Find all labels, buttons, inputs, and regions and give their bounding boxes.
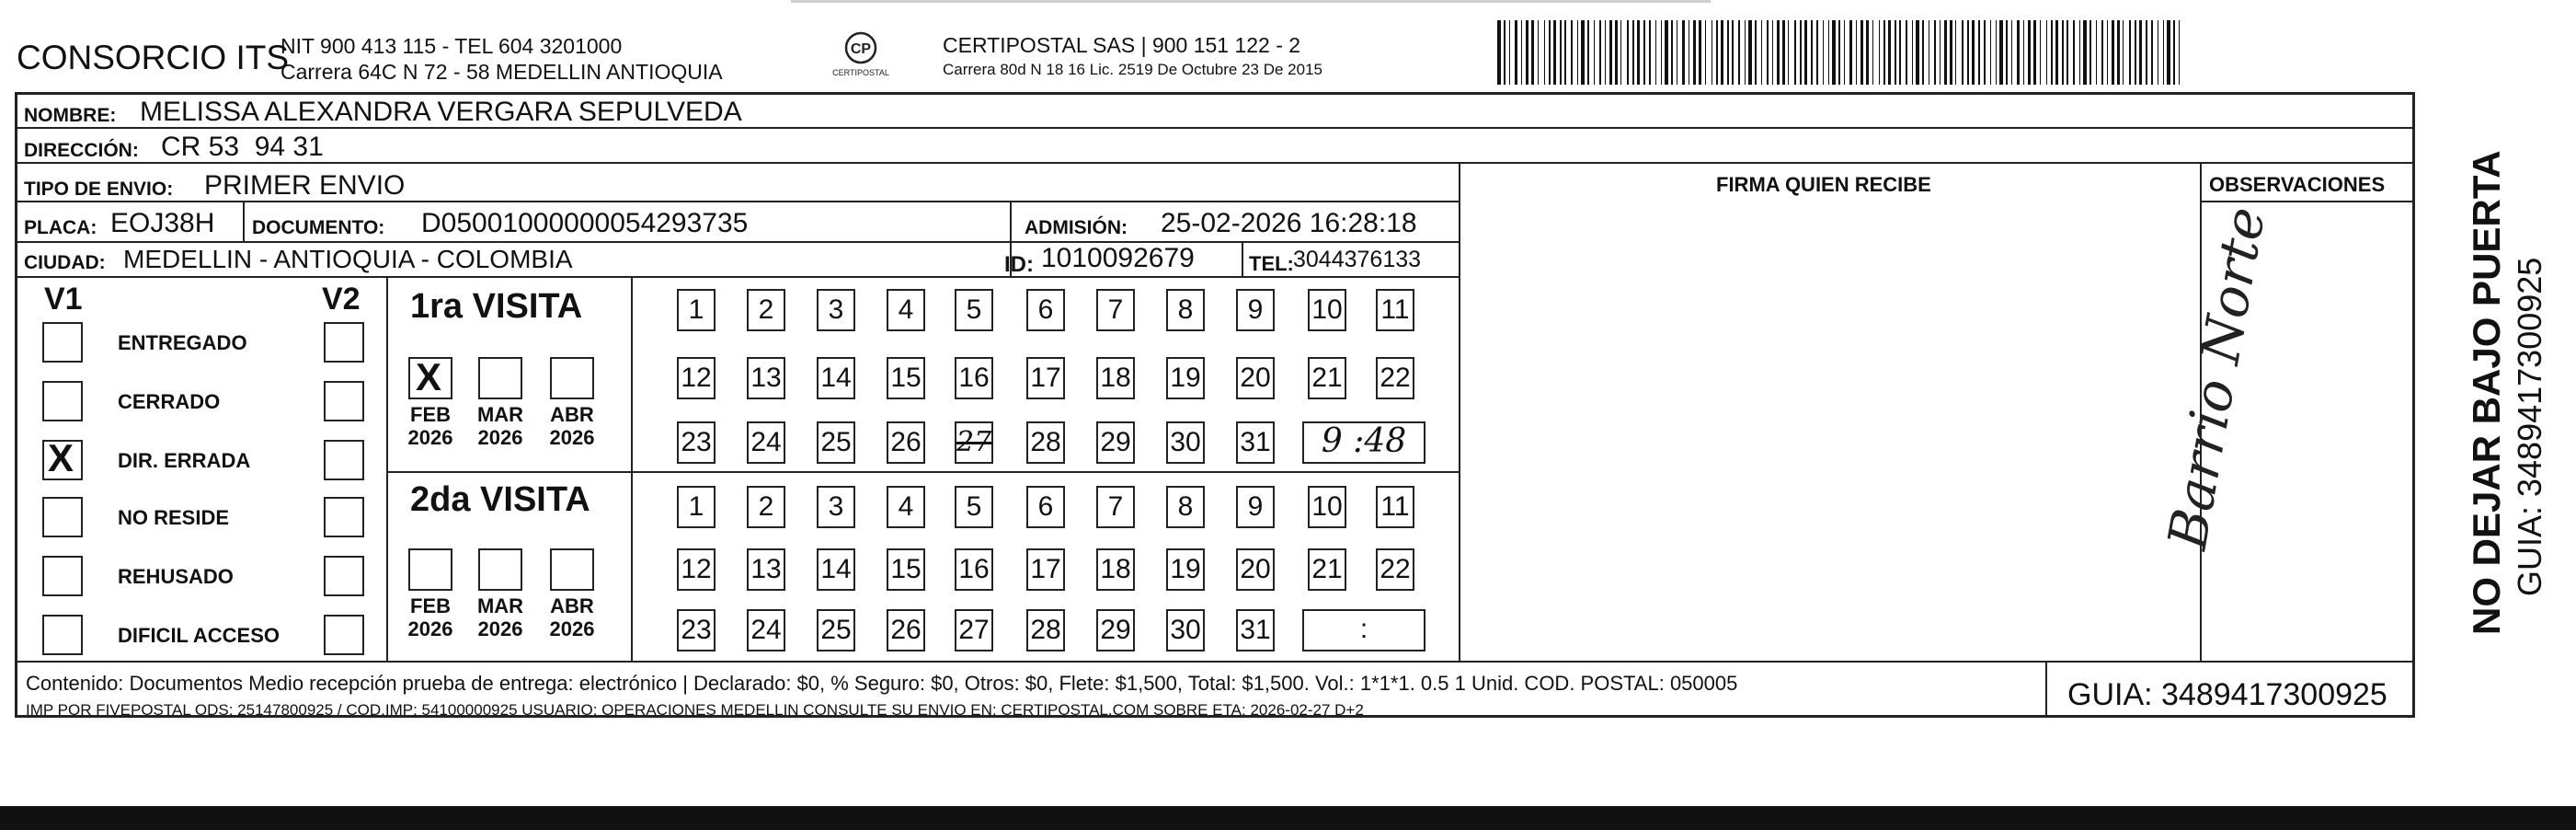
day-box[interactable]: 28 xyxy=(1026,421,1065,464)
month-checkbox[interactable] xyxy=(408,357,452,399)
row-line xyxy=(17,661,2413,663)
documento-value: D05001000000054293735 xyxy=(421,208,749,238)
guia-number: GUIA: 3489417300925 xyxy=(2067,677,2387,712)
day-box[interactable]: 29 xyxy=(1096,609,1135,651)
day-box[interactable]: 22 xyxy=(1376,357,1414,399)
placa-label: PLACA: xyxy=(24,217,97,238)
day-box[interactable]: 30 xyxy=(1166,421,1205,464)
day-box[interactable]: 17 xyxy=(1026,357,1065,399)
side-guia-number: GUIA: 3489417300925 xyxy=(2511,257,2548,596)
month-checkbox[interactable] xyxy=(478,357,522,399)
day-box[interactable]: 8 xyxy=(1166,289,1205,331)
v2-checkbox[interactable] xyxy=(324,381,364,421)
day-box[interactable]: 20 xyxy=(1236,548,1275,591)
day-box[interactable]: 17 xyxy=(1026,548,1065,591)
month-checkbox[interactable] xyxy=(550,548,594,591)
day-box[interactable]: 24 xyxy=(747,609,785,651)
direccion-value: CR 53 94 31 xyxy=(161,132,324,162)
v2-checkbox[interactable] xyxy=(324,497,364,537)
day-box[interactable]: 18 xyxy=(1096,548,1135,591)
month-checkbox[interactable] xyxy=(550,357,594,399)
day-box[interactable]: 11 xyxy=(1376,486,1414,528)
day-box[interactable]: 11 xyxy=(1376,289,1414,331)
day-box[interactable]: 6 xyxy=(1026,289,1065,331)
day-box[interactable]: 12 xyxy=(677,357,716,399)
day-box[interactable]: 3 xyxy=(817,289,855,331)
row-line xyxy=(2200,201,2413,202)
month-label: MAR 2026 xyxy=(476,403,524,449)
day-box[interactable]: 10 xyxy=(1308,289,1346,331)
top-rule xyxy=(791,0,1711,3)
day-box[interactable]: 27 xyxy=(955,421,993,464)
row-line xyxy=(386,471,1459,473)
day-box[interactable]: 13 xyxy=(747,357,785,399)
tel-value: 3044376133 xyxy=(1293,247,1422,272)
day-box[interactable]: 5 xyxy=(955,289,993,331)
day-box[interactable]: 20 xyxy=(1236,357,1275,399)
month-label: FEB 2026 xyxy=(407,594,453,640)
day-box[interactable]: 7 xyxy=(1096,289,1135,331)
day-box[interactable]: 30 xyxy=(1166,609,1205,651)
barcode-image xyxy=(1497,20,2180,85)
id-label: ID: xyxy=(1004,252,1034,277)
nombre-value: MELISSA ALEXANDRA VERGARA SEPULVEDA xyxy=(140,97,742,127)
v1-checkbox[interactable] xyxy=(42,436,83,480)
handwritten-observation: Barrio Norte xyxy=(2156,202,2278,554)
month-label: MAR 2026 xyxy=(476,594,524,640)
check-mark: X xyxy=(48,436,74,479)
day-box[interactable]: 16 xyxy=(955,548,993,591)
direccion-label: DIRECCIÓN: xyxy=(24,140,139,161)
day-box[interactable]: 13 xyxy=(747,548,785,591)
tipo-value: PRIMER ENVIO xyxy=(204,170,406,201)
day-box[interactable]: 21 xyxy=(1308,548,1346,591)
admision-label: ADMISIÓN: xyxy=(1025,217,1128,238)
day-box[interactable]: 16 xyxy=(955,357,993,399)
v2-header: V2 xyxy=(322,282,361,317)
day-box[interactable]: 25 xyxy=(817,421,855,464)
day-box[interactable]: 27 xyxy=(955,609,993,651)
v2-checkbox[interactable] xyxy=(324,556,364,596)
day-box[interactable]: 19 xyxy=(1166,357,1205,399)
v2-checkbox[interactable] xyxy=(324,615,364,655)
ciudad-value: MEDELLIN - ANTIOQUIA - COLOMBIA xyxy=(123,245,573,273)
status-label: NO RESIDE xyxy=(118,506,230,529)
v1-header: V1 xyxy=(44,282,83,317)
col-line xyxy=(386,276,388,661)
status-label: ENTREGADO xyxy=(118,331,247,354)
id-value: 1010092679 xyxy=(1041,243,1195,273)
day-box[interactable]: 14 xyxy=(817,548,855,591)
day-box[interactable]: 15 xyxy=(887,357,925,399)
day-box[interactable]: 4 xyxy=(887,486,925,528)
address-line: Carrera 64C N 72 - 58 MEDELLIN ANTIOQUIA xyxy=(280,60,723,84)
admision-value: 25-02-2026 16:28:18 xyxy=(1161,208,1417,238)
second-visit-title: 2da VISITA xyxy=(410,480,590,519)
day-box[interactable]: 26 xyxy=(887,421,925,464)
day-box[interactable]: 9 xyxy=(1236,289,1275,331)
courier-title: CERTIPOSTAL SAS | 900 151 122 - 2 xyxy=(943,33,1301,57)
day-box[interactable]: 1 xyxy=(677,486,716,528)
status-label: DIFICIL ACCESO xyxy=(118,624,280,647)
day-box[interactable]: 31 xyxy=(1236,609,1275,651)
day-box[interactable]: 29 xyxy=(1096,421,1135,464)
logo-text: CERTIPOSTAL xyxy=(832,68,889,77)
month-label: ABR 2026 xyxy=(549,403,595,449)
day-box[interactable]: 18 xyxy=(1096,357,1135,399)
documento-label: DOCUMENTO: xyxy=(252,217,385,238)
day-box[interactable]: 7 xyxy=(1096,486,1135,528)
v1-checkbox[interactable] xyxy=(42,381,83,421)
no-dejar-bajo-puerta-text: NO DEJAR BAJO PUERTA xyxy=(2465,150,2508,635)
day-box[interactable]: 10 xyxy=(1308,486,1346,528)
col-line xyxy=(631,276,633,661)
day-box[interactable]: 5 xyxy=(955,486,993,528)
day-box[interactable]: 8 xyxy=(1166,486,1205,528)
time-field[interactable]: 9 :48 xyxy=(1302,421,1425,464)
certipostal-logo xyxy=(824,28,898,83)
footer-print-info: IMP POR FIVEPOSTAL ODS: 25147800925 / COD.IMP: 54100000925 USUARIO: OPERACIONES MEDELLIN CONSULTE SU ENVIO EN: CERTIPOSTAL.COM SOBRE ETA: 2026-02-27 D+2 xyxy=(26,701,1364,719)
status-label: CERRADO xyxy=(118,390,221,413)
month-checkbox[interactable] xyxy=(478,548,522,591)
col-line xyxy=(1242,241,1243,276)
day-box[interactable]: 14 xyxy=(817,357,855,399)
day-box[interactable]: 28 xyxy=(1026,609,1065,651)
v1-checkbox[interactable] xyxy=(42,497,83,537)
month-label: ABR 2026 xyxy=(549,594,595,640)
first-visit-title: 1ra VISITA xyxy=(410,287,583,326)
row-line xyxy=(17,276,1459,278)
tel-label: TEL: xyxy=(1249,252,1294,275)
day-box[interactable]: 22 xyxy=(1376,548,1414,591)
day-box[interactable]: 4 xyxy=(887,289,925,331)
v2-checkbox[interactable] xyxy=(324,440,364,480)
col-line xyxy=(2045,661,2047,718)
time-field[interactable]: : xyxy=(1302,609,1425,651)
day-box[interactable]: 1 xyxy=(677,289,716,331)
svg-text:CP: CP xyxy=(850,41,872,57)
day-box[interactable]: 9 xyxy=(1236,486,1275,528)
day-box[interactable]: 24 xyxy=(747,421,785,464)
placa-value: EOJ38H xyxy=(110,208,215,238)
v1-checkbox[interactable] xyxy=(42,556,83,596)
company-name: CONSORCIO ITS xyxy=(17,39,290,76)
col-line xyxy=(1459,162,1460,661)
nombre-label: NOMBRE: xyxy=(24,105,117,126)
day-box[interactable]: 15 xyxy=(887,548,925,591)
status-label: DIR. ERRADA xyxy=(118,449,251,472)
nit-line: NIT 900 413 115 - TEL 604 3201000 xyxy=(280,34,623,58)
day-box[interactable]: 21 xyxy=(1308,357,1346,399)
day-box[interactable]: 23 xyxy=(677,609,716,651)
day-box[interactable]: 3 xyxy=(817,486,855,528)
day-box[interactable]: 2 xyxy=(747,486,785,528)
day-box[interactable]: 31 xyxy=(1236,421,1275,464)
col-line xyxy=(243,201,245,241)
day-box[interactable]: 19 xyxy=(1166,548,1205,591)
month-label: FEB 2026 xyxy=(407,403,453,449)
v1-checkbox[interactable] xyxy=(42,322,83,363)
day-box[interactable]: 2 xyxy=(747,289,785,331)
scan-edge-bar xyxy=(0,806,2576,830)
day-box[interactable]: 6 xyxy=(1026,486,1065,528)
v1-checkbox[interactable] xyxy=(42,615,83,655)
firma-header: FIRMA QUIEN RECIBE xyxy=(1716,173,1931,196)
ciudad-label: CIUDAD: xyxy=(24,252,106,273)
v2-checkbox[interactable] xyxy=(324,322,364,363)
company-info xyxy=(280,33,723,85)
row-line xyxy=(17,162,2413,164)
observaciones-header: OBSERVACIONES xyxy=(2209,173,2386,196)
check-mark: X xyxy=(416,355,442,398)
status-label: REHUSADO xyxy=(118,565,234,588)
footer-contents: Contenido: Documentos Medio recepción prueba de entrega: electrónico | Declarado: $0, % Seguro: $0, Otros: $0, Flete: $1,500, Total: $1,500. Vol.: 1*1*1. 0.5 1 Unid. COD. POSTAL: 050005 xyxy=(26,672,1738,695)
day-box[interactable]: 12 xyxy=(677,548,716,591)
tipo-label: TIPO DE ENVIO: xyxy=(24,179,174,200)
courier-subtitle: Carrera 80d N 18 16 Lic. 2519 De Octubre 23 De 2015 xyxy=(943,61,1322,78)
month-checkbox[interactable] xyxy=(408,548,452,591)
day-box[interactable]: 25 xyxy=(817,609,855,651)
day-box[interactable]: 26 xyxy=(887,609,925,651)
day-box[interactable]: 23 xyxy=(677,421,716,464)
